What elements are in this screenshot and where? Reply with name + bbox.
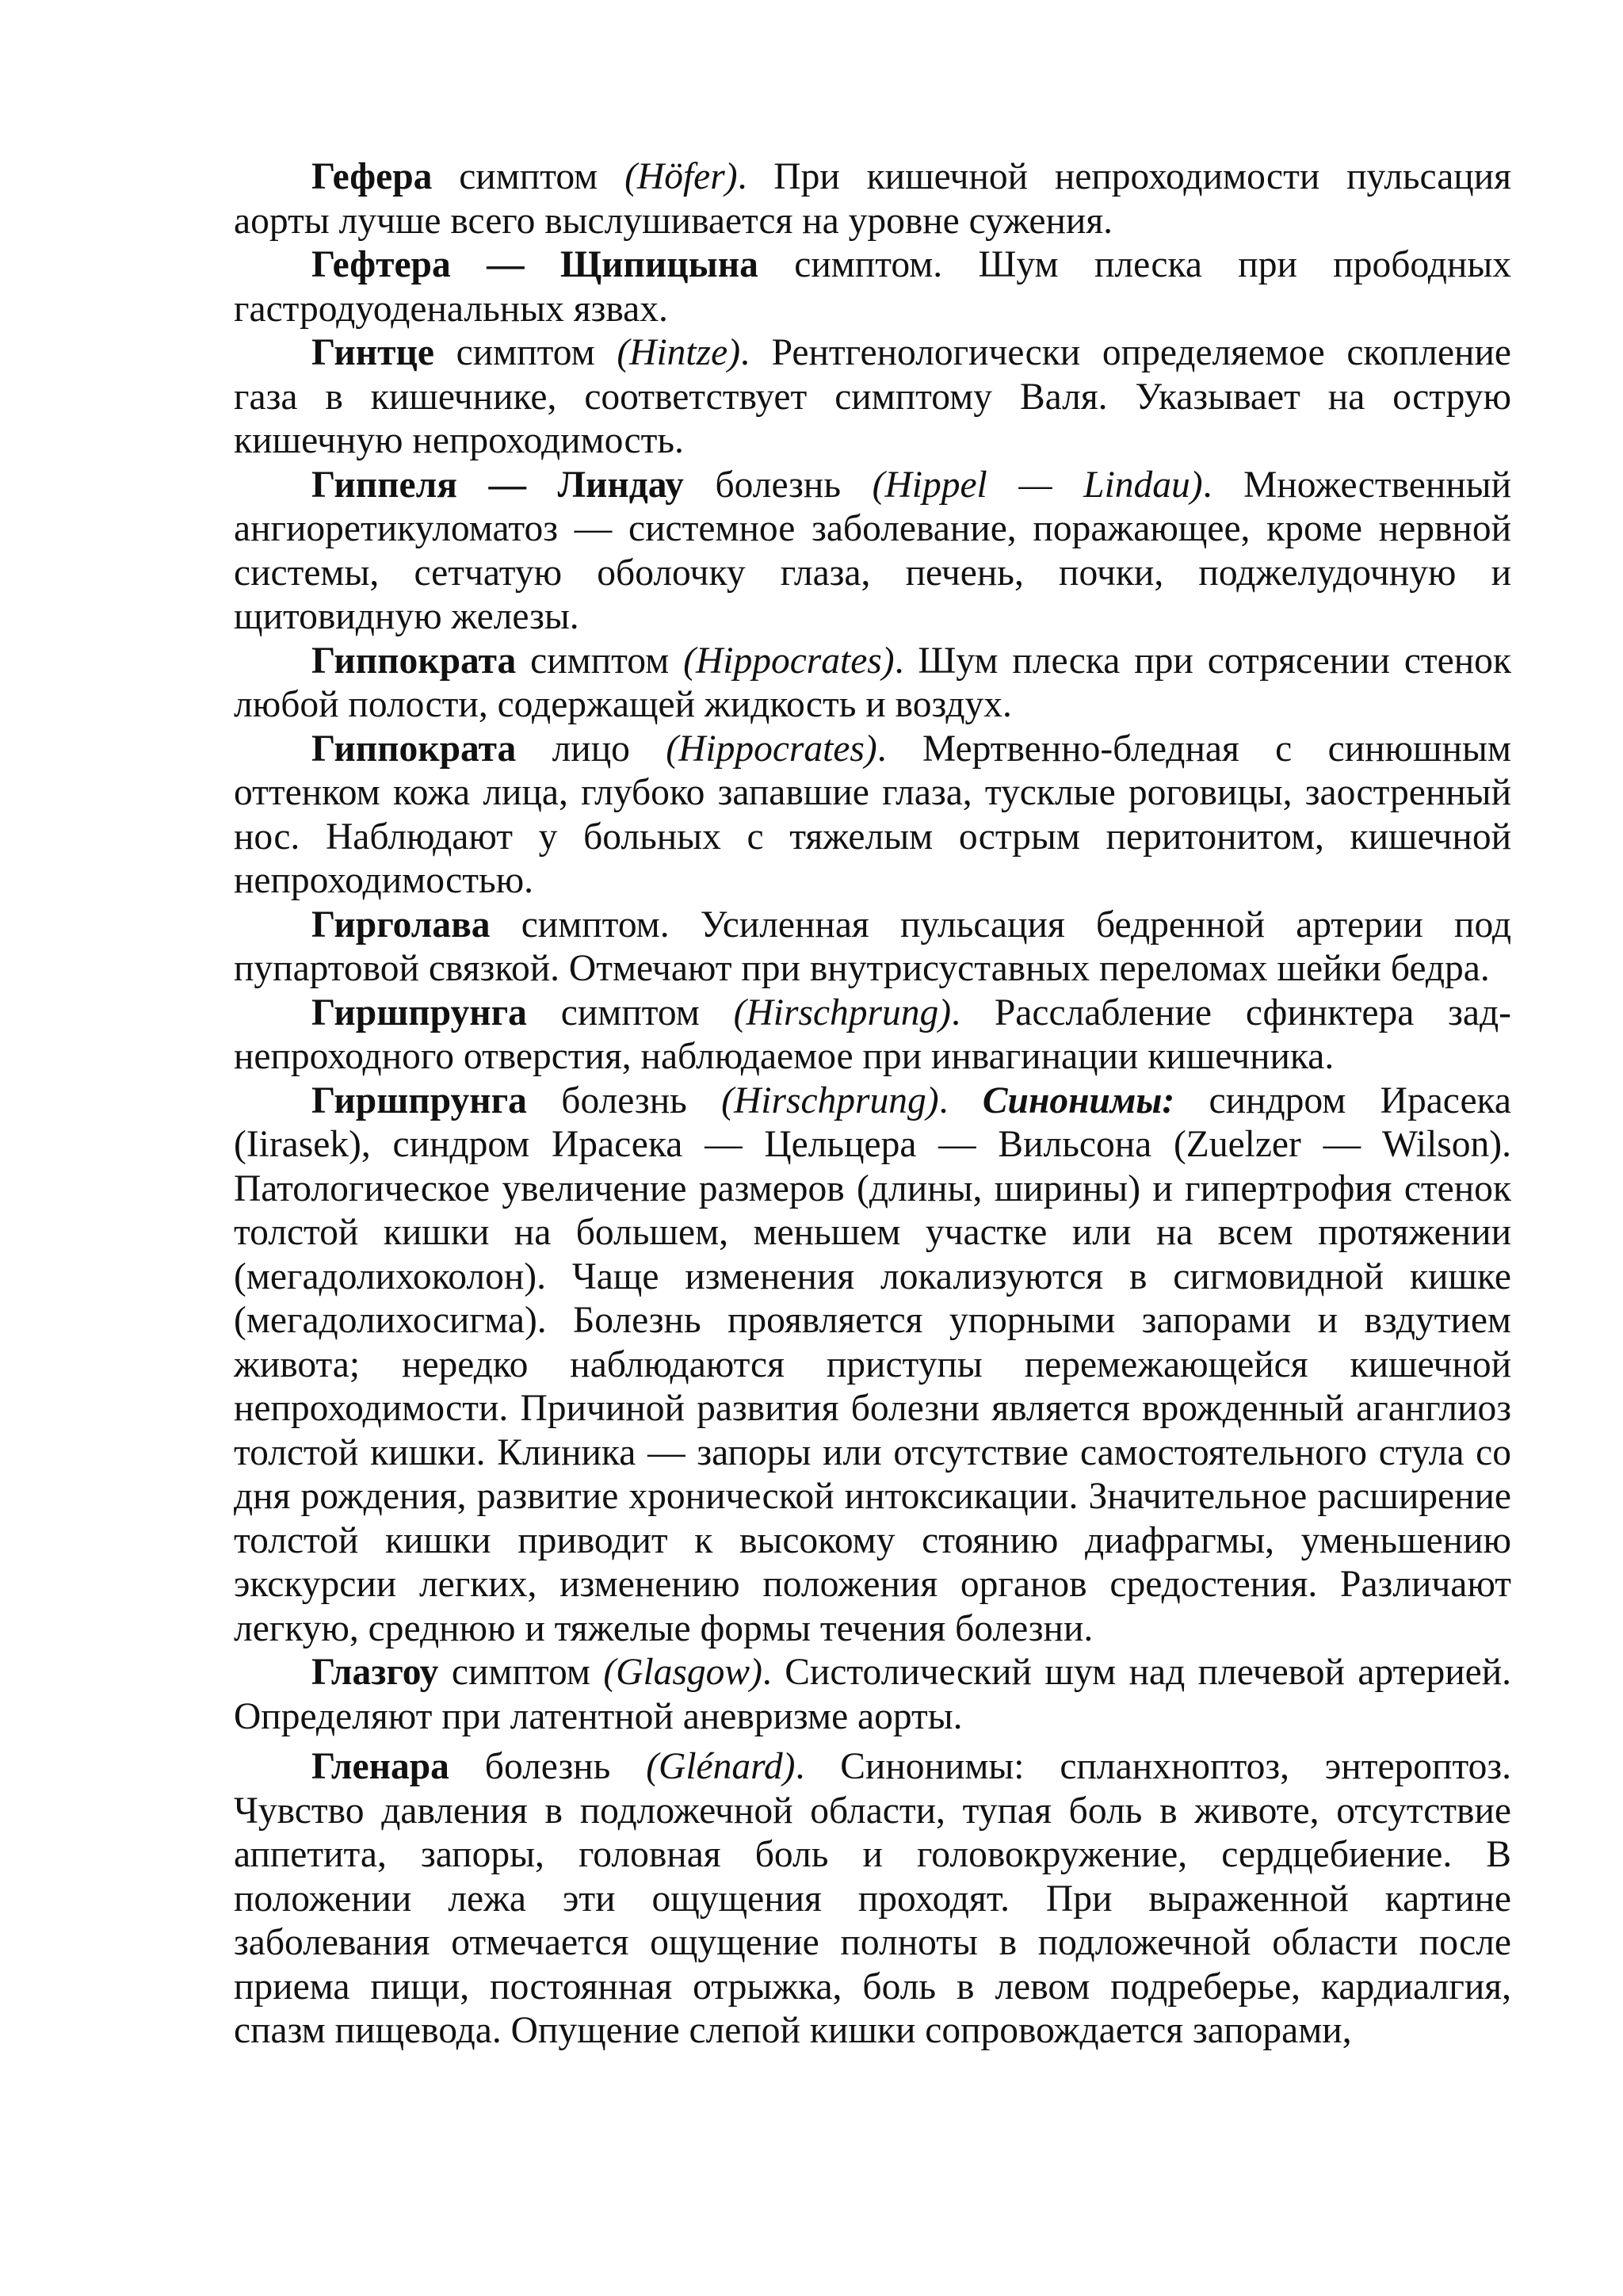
entry-hippocrates-face [234, 728, 1511, 904]
entry-text: . При кишечной непроходимости пульсация аорты лучше всего выслушивается на уровне сужения. [234, 156, 1511, 242]
entry-term: Гиршпрунга [311, 991, 527, 1033]
entry-type: болезнь [449, 1746, 647, 1787]
entry-text: . Мертвенно-бледная с синюшным оттенком кожа лица, глубоко запавшие глаза, тусклые роговицы, заостренный нос. Наблюдают у больных с тяжелым острым перитонитом, кишечной непроходимостью. [234, 728, 1511, 901]
entry-type: симптом [433, 332, 617, 373]
entry-eponym: (Hippocrates) [683, 640, 895, 682]
entry-term: Гефтера — Щипицына [311, 244, 758, 285]
entry-term: Гирголава [311, 904, 491, 946]
entry-term: Глазгоу [311, 1652, 439, 1693]
entry-eponym: (Hirschprung) [733, 991, 952, 1033]
entry-text: синдром Ирасека (Iirasek), синдром Ирасека — Цельцера — Вильсона (Zuelzer — Wilson). Патологическое увеличение размеров (длины, ширины) и гипертрофия стенок толстой кишки на большем, меньшем участке или на всем протяжении (мегадолихоколон). Чаще изменения локализуются в сигмовидной кишке (мегадолихосигма). Болезнь проявляется упорными запорами и вздутием живота; нередко наблюдаются приступы перемежающейся кишечной непроходимости. Причиной развития болезни является врожденный аганглиоз толстой кишки. Клиника — запоры или отсутствие самостоятельного стула со дня рождения, развитие хронической интоксикации. Значительное расширение толстой кишки приводит к высокому стоянию диафрагмы, уменьшению экскурсии легких, изменению положения органов средостения. Различают легкую, среднюю и тяжелые формы течения болезни. [234, 1079, 1511, 1649]
entry-hirschprung-symptom [234, 991, 1511, 1079]
entry-hintze [234, 331, 1511, 464]
entry-text: симптом. Шум плеска при прободных гастродуоденальных язвах. [234, 244, 1512, 330]
entry-term: Гефера [311, 156, 433, 197]
entry-girgolav [234, 904, 1511, 991]
entry-text: . Синонимы: спланхноптоз, энтероптоз. Чувство давления в подложечной области, тупая боль в животе, отсутствие аппетита, запоры, головная боль и головокружение, сердцебиение. В положении лежа эти ощущения проходят. При выраженной картине заболевания отмечается ощущение полноты в подложечной области после приема пищи, постоянная отрыжка, боль в левом подреберье, кардиалгия, спазм пищевода. Опущение слепой кишки сопровождается запорами, [234, 1746, 1511, 2051]
entry-eponym: (Hirschprung) [721, 1079, 939, 1121]
entry-text: . Шум плеска при сотрясении стенок любой полости, содержащей жидкость и воздух. [234, 640, 1511, 725]
entry-hofer [234, 155, 1511, 243]
entry-eponym: (Glénard) [646, 1746, 796, 1787]
entry-glasgow [234, 1651, 1511, 1739]
document-page [234, 155, 1511, 2053]
entry-hippocrates-symptom [234, 640, 1511, 728]
entry-eponym: (Hintze) [617, 332, 741, 373]
entry-punct: . [938, 1079, 983, 1121]
entry-eponym: (Hippocrates) [666, 728, 877, 770]
entry-type: болезнь [526, 1079, 722, 1121]
entry-text: . Множественный ангиоретикуломатоз — системное заболевание, поражающее, кроме нервной системы, сетчатую оболочку глаза, печень, почки, поджелудочную и щитовидную железы. [234, 464, 1511, 637]
entry-text: . Расслабление сфинктера зад-непроходного отверстия, наблюдаемое при инвагинации кишечника. [234, 991, 1511, 1077]
entry-term: Гиппократа [311, 728, 517, 770]
entry-term: Гиппократа [311, 640, 517, 682]
entry-type: симптом [438, 1652, 604, 1693]
entry-term: Гиппеля — Линдау [311, 464, 684, 506]
synonyms-label: Синонимы: [982, 1079, 1175, 1121]
entry-type: лицо [516, 728, 666, 770]
entry-type: симптом [516, 640, 684, 682]
entry-type: симптом [432, 156, 625, 197]
entry-hirschprung-disease [234, 1079, 1511, 1652]
entry-text: . Рентгенологически определяемое скопление газа в кишечнике, соответствует симптому Валя. Указывает на острую кишечную непроходимость. [234, 332, 1511, 461]
entry-type: болезнь [683, 464, 873, 506]
entry-term: Гиршпрунга [311, 1079, 527, 1121]
entry-term: Гинтце [311, 332, 434, 373]
entry-type: симптом [526, 991, 734, 1033]
entry-eponym: (Hippel — Lindau) [872, 464, 1203, 506]
entry-eponym: (Glasgow) [603, 1652, 762, 1693]
entry-text: . Систолический шум над плечевой артерией. Определяют при латентной аневризме аорты. [234, 1652, 1511, 1737]
entry-glenard [234, 1745, 1511, 2053]
entry-gefter-shchipitsyn [234, 243, 1511, 331]
entry-text: симптом. Усиленная пульсация бедренной артерии под пупартовой связкой. Отмечают при внутрисуставных переломах шейки бедра. [234, 904, 1511, 989]
entry-eponym: (Höfer) [624, 156, 738, 197]
entry-hippel-lindau [234, 464, 1511, 640]
entry-term: Гленара [311, 1746, 449, 1787]
